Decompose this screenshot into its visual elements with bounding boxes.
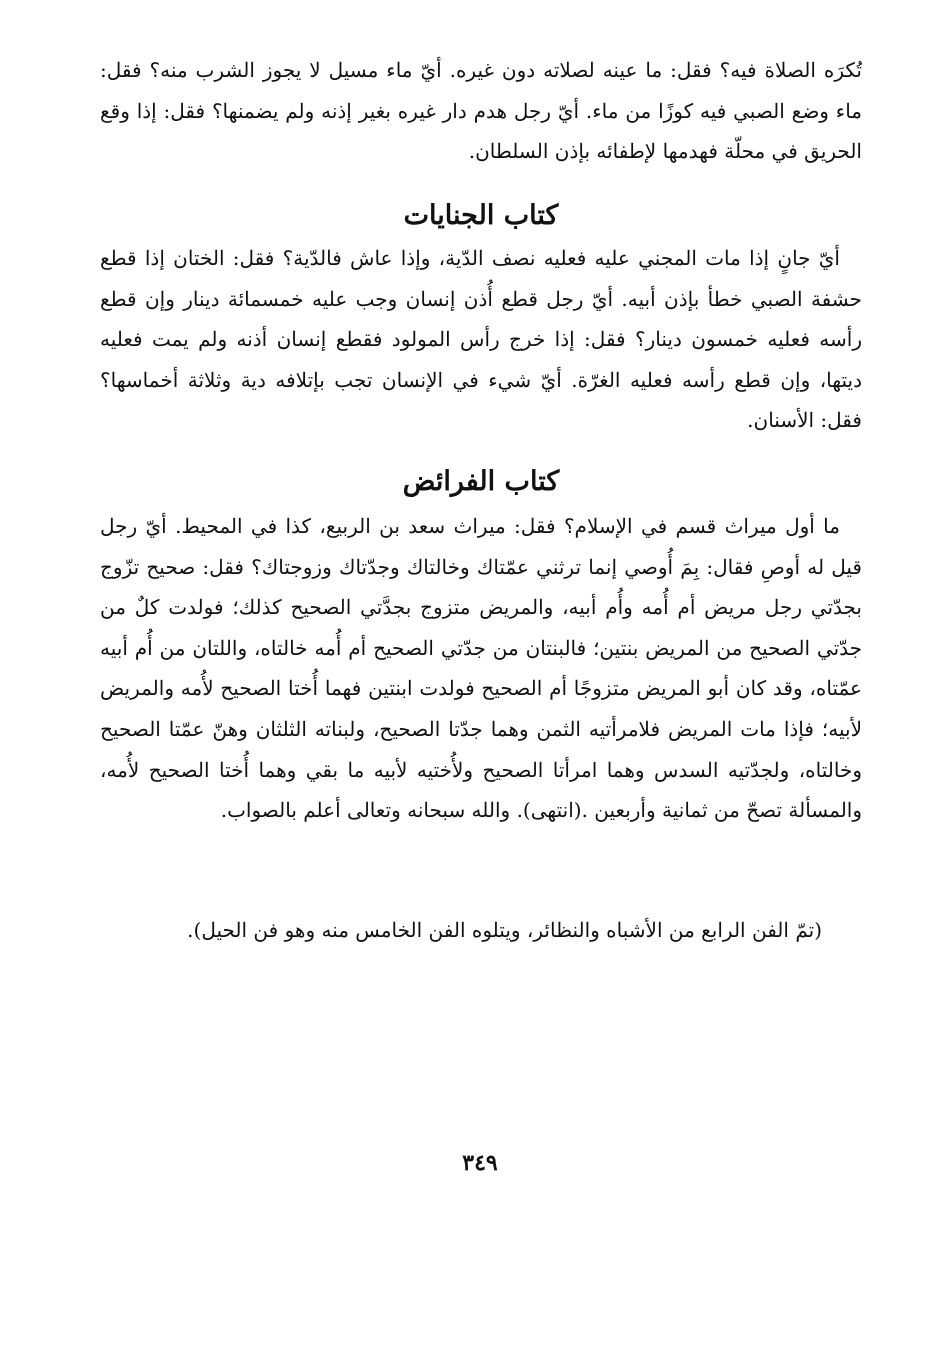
- faraid-paragraph: [100, 506, 862, 831]
- section-title-faraid: كتاب الفرائض: [402, 466, 560, 497]
- section-title-jinayat: كتاب الجنايات: [403, 200, 559, 231]
- jinayat-paragraph: [100, 238, 862, 441]
- page-number: ٣٤٩: [462, 1150, 498, 1176]
- closing-note: (تمّ الفن الرابع من الأشباه والنظائر، ويتلوه الفن الخامس منه وهو فن الحيل).: [187, 918, 822, 942]
- faraid-text: ما أول ميراث قسم في الإسلام؟ فقل: ميراث سعد بن الربيع، كذا في المحيط. أيّ رجل قيل له أوصِ فقال: بِمَ أُوصي إنما ترثني عمّتاك وخالتاك وجدّتاك وزوجتاك؟ فقل: صحيح تزّوج بجدّتي رجل مريض أم أُمه وأُم أبيه، والمريض متزوج بجدَّتي الصحيح كذلك؛ فولدت كلٌ من جدّتي الصحيح من المريض بنتين؛ فالبنتان من جدّتي الصحيح أم أُمه خالتاه، واللتان من أُم أبيه عمّتاه، وقد كان أبو المريض متزوجًا أم الصحيح فولدت ابنتين فهما أُختا الصحيح لأُمه والمريض لأبيه؛ فإذا مات المريض فلامرأتيه الثمن وهما جدّتا الصحيح، ولبناته الثلثان وهنّ عمّتا الصحيح وخالتاه، ولجدّتيه السدس وهما امرأتا الصحيح ولأُختيه لأبيه ما بقي وهما أُختا الصحيح لأُمه، والمسألة تصحّ من ثمانية وأربعين .(انتهى). والله سبحانه وتعالى أعلم بالصواب.: [100, 514, 862, 823]
- continuation-paragraph: تُكرَه الصلاة فيه؟ فقل: ما عينه لصلاته دون غيره. أيّ ماء مسيل لا يجوز الشرب منه؟ فقل: ماء وضع الصبي فيه كوزًا من ماء. أيّ رجل هدم دار غيره بغير إذنه ولم يضمنها؟ فقل: إذا وقع الحريق في محلّة فهدمها لإطفائه بإذن السلطان.: [100, 58, 863, 164]
- jinayat-text: أيّ جانٍ إذا مات المجني عليه فعليه نصف الدّية، وإذا عاش فالدّية؟ فقل: الختان إذا قطع حشفة الصبي خطأ بإذن أبيه. أيّ رجل قطع أُذن إنسان وجب عليه خمسمائة دينار وإن قطع رأسه فعليه خمسون دينار؟ فقل: إذا خرج رأس المولود فقطع إنسان أذنه ولم يمت فعليه ديتها، وإن قطع رأسه فعليه الغرّة. أيّ شيء في الإنسان تجب بإتلافه دية وثلاثة أخماسها؟ فقل: الأسنان.: [100, 246, 862, 433]
